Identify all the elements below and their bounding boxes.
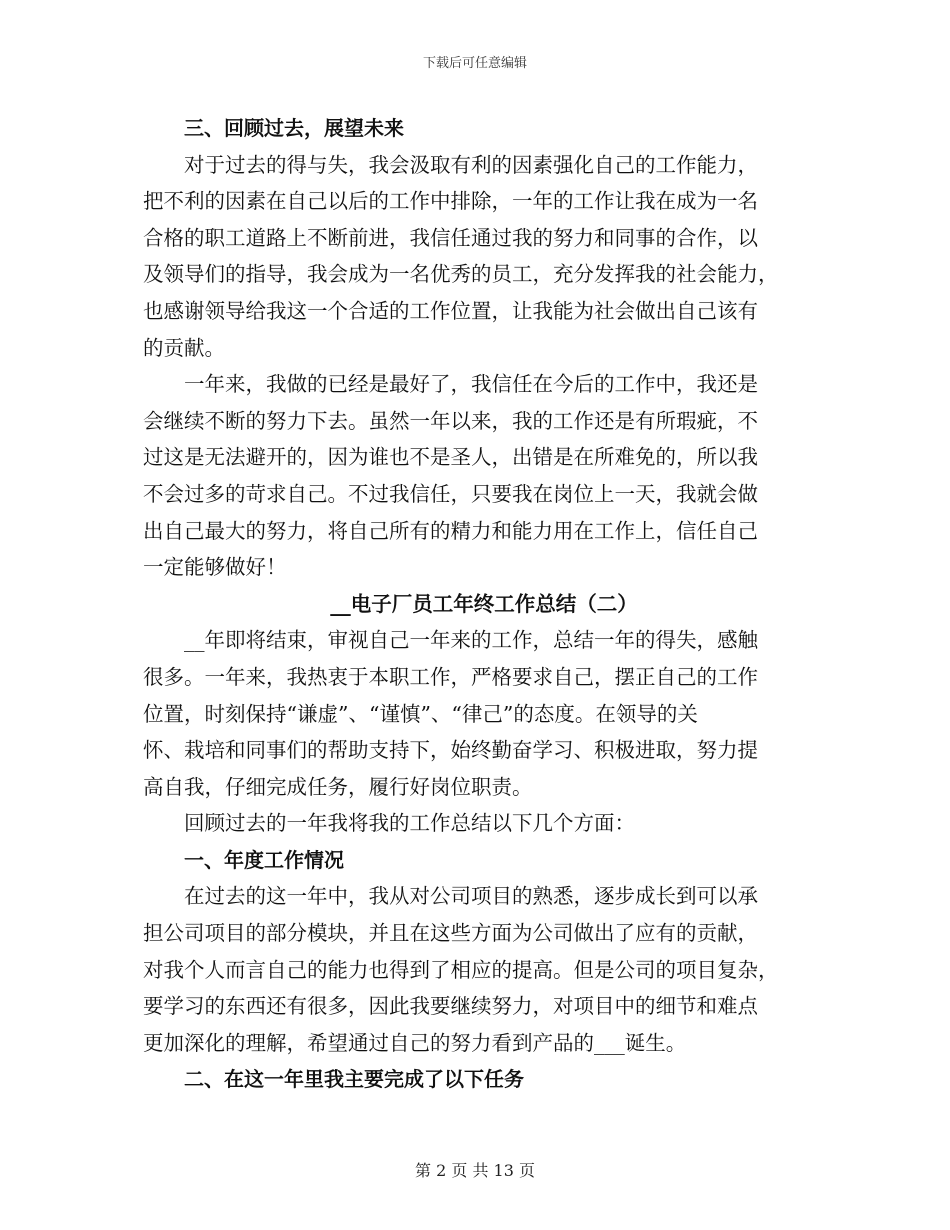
paragraph-line: 要学习的东西还有很多，因此我要继续努力，对项目中的细节和难点 [143,994,758,1019]
paragraph-line: 对于过去的得与失，我会汲取有利的因素强化自己的工作能力， [184,152,758,177]
document-body [143,110,803,1098]
paragraph-line: 合格的职工道路上不断前进，我信任通过我的努力和同事的合作，以 [143,225,758,250]
section-heading: 二、在这一年里我主要完成了以下任务 [184,1067,524,1092]
paragraph-line: 一定能够做好！ [143,555,287,580]
header-note: 下载后可任意编辑 [422,56,527,71]
paragraph-line: 出自己最大的努力，将自己所有的精力和能力用在工作上，信任自己 [143,518,758,543]
page-number: 第 2 页 共 13 页 [415,1161,535,1180]
paragraph-line: 很多。一年来，我热衷于本职工作，严格要求自己，摆正自己的工作 [143,664,758,689]
paragraph-line: 位置，时刻保持“谦虚”、“谨慎”、“律己”的态度。在领导的关 [143,701,698,726]
section-heading: 三、回顾过去，展望未来 [184,116,404,140]
paragraph-line: 一年来，我做的已经是最好了，我信任在今后的工作中，我还是 [184,372,758,397]
document-title: __电子厂员工年终工作总结（二） [330,591,638,616]
paragraph-line: 把不利的因素在自己以后的工作中排除，一年的工作让我在成为一名 [143,189,758,214]
paragraph-line: 怀、栽培和同事们的帮助支持下，始终勤奋学习、积极进取，努力提 [143,738,758,763]
paragraph-line: 对我个人而言自己的能力也得到了相应的提高。但是公司的项目复杂， [143,957,779,982]
paragraph-line: 回顾过去的一年我将我的工作总结以下几个方面： [184,811,635,836]
paragraph-line: 担公司项目的部分模块，并且在这些方面为公司做出了应有的贡献， [143,921,758,946]
paragraph-line: 在过去的这一年中，我从对公司项目的熟悉，逐步成长到可以承 [184,884,758,909]
paragraph-line: 更加深化的理解，希望通过自己的努力看到产品的___诞生。 [143,1030,687,1055]
section-heading: 一、年度工作情况 [184,847,344,872]
paragraph-line: 不会过多的苛求自己。不过我信任，只要我在岗位上一天，我就会做 [143,481,758,506]
paragraph-line: 会继续不断的努力下去。虽然一年以来，我的工作还是有所瑕疵，不 [143,408,758,433]
paragraph-line: 也感谢领导给我这一个合适的工作位置，让我能为社会做出自己该有 [143,298,758,323]
paragraph-line: 及领导们的指导，我会成为一名优秀的员工，充分发挥我的社会能力， [143,262,779,287]
paragraph-line: 的贡献。 [143,335,225,360]
paragraph-line: 高自我，仔细完成任务，履行好岗位职责。 [143,774,533,799]
paragraph-line: __年即将结束，审视自己一年来的工作，总结一年的得失，感触 [184,628,758,653]
paragraph-line: 过这是无法避开的，因为谁也不是圣人，出错是在所难免的，所以我 [143,445,758,470]
